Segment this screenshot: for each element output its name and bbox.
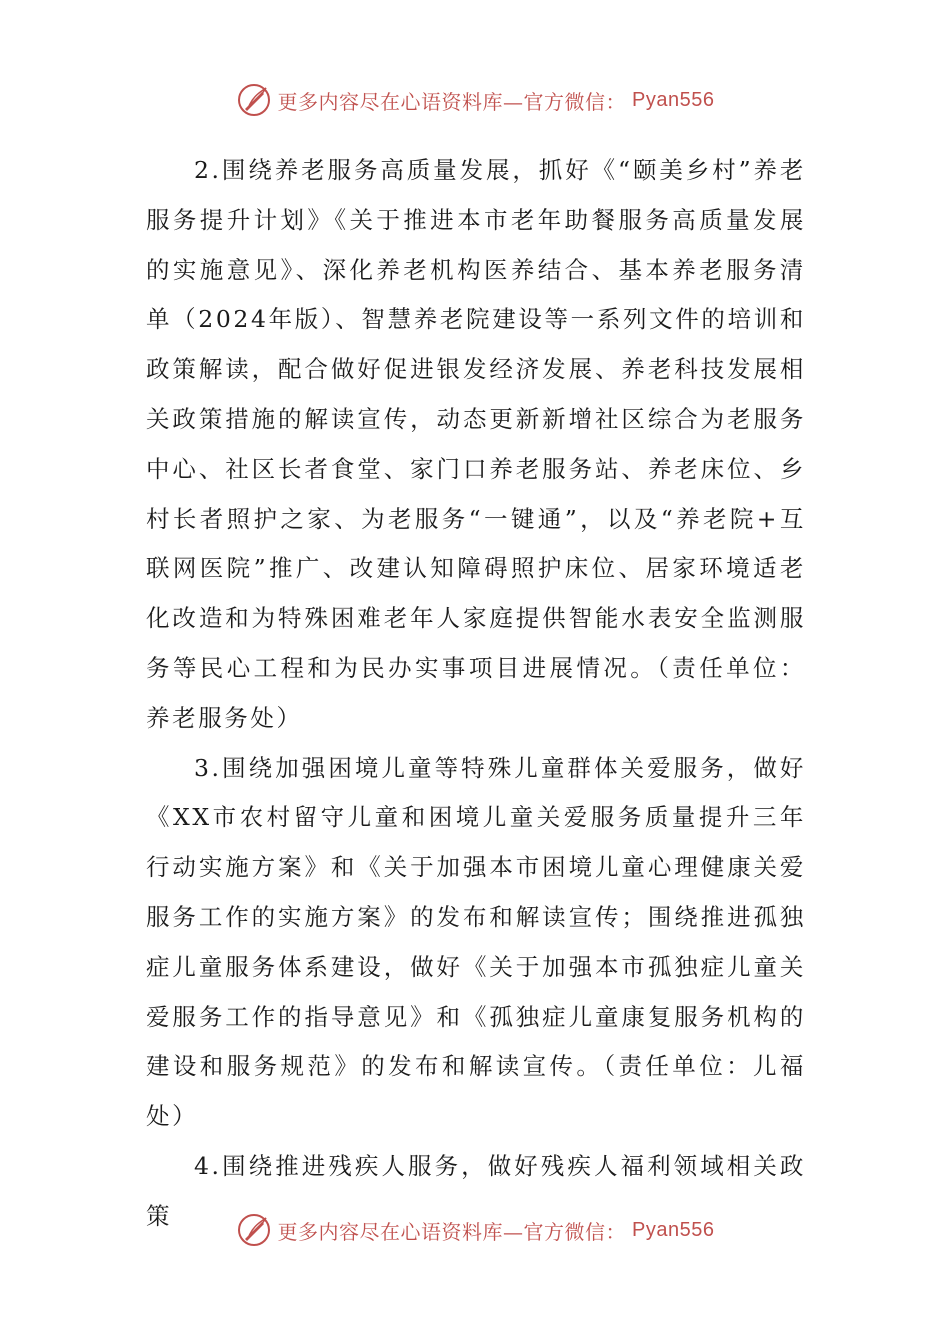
- watermark-wechat-id: Pyan556: [632, 1218, 715, 1241]
- quill-logo-icon: [236, 82, 272, 118]
- watermark-text: 更多内容尽在心语资料库—官方微信：: [277, 89, 627, 114]
- watermark-footer: [0, 1212, 950, 1248]
- watermark-header: [0, 82, 950, 118]
- paragraph-item-4: 4.围绕推进残疾人服务，做好残疾人福利领域相关政策: [146, 1151, 806, 1230]
- paragraph-item-2: 2.围绕养老服务高质量发展，抓好《“颐美乡村”养老服务提升计划》《关于推进本市老年助餐服务高质量发展的实施意见》、深化养老机构医养结合、基本养老服务清单（2024年版）、智慧养老院建设等一系列文件的培训和政策解读，配合做好促进银发经济发展、养老科技发展相关政策措施的解读宣传，动态更新新增社区综合为老服务中心、社区长者食堂、家门口养老服务站、养老床位、乡村长者照护之家、为老服务“一键通”，以及“养老院+互联网医院”推广、改建认知障碍照护床位、居家环境适老化改造和为特殊困难老年人家庭提供智能水表安全监测服务等民心工程和为民办实事项目进展情况。（责任单位：养老服务处）: [146, 156, 806, 732]
- paragraph-item-3: 3.围绕加强困境儿童等特殊儿童群体关爱服务，做好《XX市农村留守儿童和困境儿童关爱服务质量提升三年行动实施方案》和《关于加强本市困境儿童心理健康关爱服务工作的实施方案》的发布和解读宣传；围绕推进孤独症儿童服务体系建设，做好《关于加强本市孤独症儿童关爱服务工作的指导意见》和《孤独症儿童康复服务机构的建设和服务规范》的发布和解读宣传。（责任单位：儿福处）: [146, 753, 806, 1131]
- watermark-wechat-id: Pyan556: [632, 88, 715, 111]
- document-body: [146, 146, 806, 1242]
- quill-logo-icon: [236, 1212, 272, 1248]
- watermark-text: 更多内容尽在心语资料库—官方微信：: [277, 1219, 627, 1244]
